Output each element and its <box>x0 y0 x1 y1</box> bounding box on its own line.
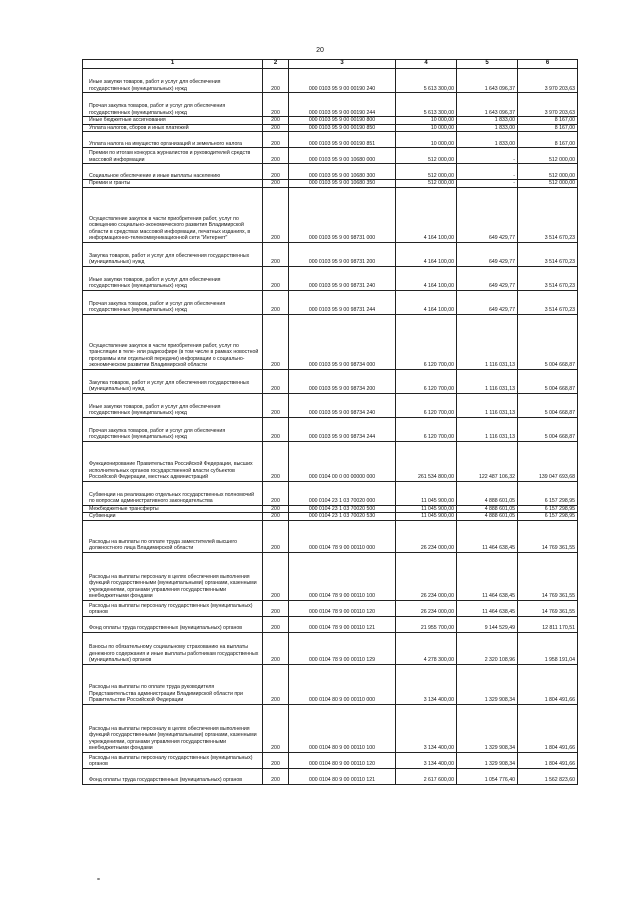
column-header: 3 <box>289 60 396 69</box>
row-code-cell: 200 <box>263 369 289 393</box>
unexecuted-amount-cell: 6 157 298,95 <box>518 481 578 505</box>
budget-classification-code-cell: 000 0103 95 9 00 98731 240 <box>289 266 396 290</box>
table-row <box>83 393 578 417</box>
approved-amount-cell: 10 000,00 <box>396 132 457 148</box>
row-code-cell: 200 <box>263 124 289 132</box>
approved-amount-cell: 6 120 700,00 <box>396 369 457 393</box>
budget-classification-code-cell: 000 0103 95 9 00 10680 300 <box>289 164 396 180</box>
unexecuted-amount-cell: 1 804 491,66 <box>518 704 578 752</box>
executed-amount-cell: 1 329 908,34 <box>457 752 518 768</box>
row-code-cell: 200 <box>263 180 289 188</box>
expense-name-text: Расходы на выплаты по оплате труда руководителя Представительства администрации Владимирской области при Правительстве Российской Федерации <box>89 684 243 703</box>
column-header: 4 <box>396 60 457 69</box>
expense-name-text: Осуществление закупок в части приобретения работ, услуг по трансляции в теле- или радиоэфире (в том числе в рамках новостной программы или отдельной передачи) информации о социально-экономическом развитии Владимирской области <box>89 342 259 368</box>
approved-amount-cell: 5 613 300,00 <box>396 93 457 117</box>
unexecuted-amount-cell: 8 167,00 <box>518 117 578 125</box>
unexecuted-amount-cell: 512 000,00 <box>518 164 578 180</box>
expense-name-cell <box>83 393 263 417</box>
expense-name-cell <box>83 187 263 242</box>
approved-amount-cell: 6 120 700,00 <box>396 314 457 369</box>
table-row <box>83 768 578 784</box>
scan-artifact <box>97 878 100 880</box>
budget-classification-code-cell: 000 0104 78 9 00 00110 129 <box>289 632 396 664</box>
table-row <box>83 69 578 93</box>
table-row <box>83 520 578 552</box>
expense-name-cell <box>83 752 263 768</box>
row-code-cell: 200 <box>263 117 289 125</box>
row-code-cell: 200 <box>263 441 289 481</box>
approved-amount-cell: 2 617 600,00 <box>396 768 457 784</box>
table-row <box>83 616 578 632</box>
expense-name-cell <box>83 132 263 148</box>
executed-amount-cell: - <box>457 148 518 164</box>
expense-name-cell <box>83 513 263 521</box>
expense-name-cell <box>83 164 263 180</box>
budget-classification-code-cell: 000 0103 95 9 00 00190 240 <box>289 69 396 93</box>
unexecuted-amount-cell: 1 804 491,66 <box>518 664 578 704</box>
unexecuted-amount-cell: 14 769 361,55 <box>518 520 578 552</box>
expense-name-text: Субвенции на реализацию отдельных государственных полномочий по вопросам административного законодательства <box>89 491 255 504</box>
executed-amount-cell: 1 116 031,13 <box>457 369 518 393</box>
expense-name-cell <box>83 600 263 616</box>
executed-amount-cell: 2 320 108,96 <box>457 632 518 664</box>
budget-classification-code-cell: 000 0103 95 9 00 98731 000 <box>289 187 396 242</box>
unexecuted-amount-cell: 3 970 203,63 <box>518 93 578 117</box>
approved-amount-cell: 4 164 100,00 <box>396 242 457 266</box>
expense-name-cell <box>83 441 263 481</box>
expense-name-text: Закупка товаров, работ и услуг для обеспечения государственных (муниципальных) нужд <box>89 252 250 265</box>
unexecuted-amount-cell: 512 000,00 <box>518 148 578 164</box>
expense-name-text: Премии и гранты <box>89 180 131 186</box>
executed-amount-cell: 1 833,00 <box>457 132 518 148</box>
expense-name-cell <box>83 552 263 600</box>
table-row <box>83 124 578 132</box>
unexecuted-amount-cell: 5 004 668,87 <box>518 369 578 393</box>
expense-name-text: Уплата налогов, сборов и иных платежей <box>89 124 189 131</box>
executed-amount-cell: 9 144 529,49 <box>457 616 518 632</box>
table-row <box>83 148 578 164</box>
table-row <box>83 242 578 266</box>
budget-classification-code-cell: 000 0104 23 1 03 70020 530 <box>289 513 396 521</box>
expense-name-text: Взносы по обязательному социальному страхованию на выплаты денежного содержания и иные выплаты работникам государственных (муниципальных) органов <box>89 644 259 663</box>
expense-name-text: Осуществление закупок в части приобретения работ, услуг по освещению социально-экономического развития Владимирской области в средствах массовой информации, печатных изданиях, в информационно-телекоммуникационной сети "Интернет" <box>89 215 251 241</box>
expense-name-cell <box>83 632 263 664</box>
expense-name-text: Иные закупки товаров, работ и услуг для обеспечения государственных (муниципальных) нужд <box>89 403 221 416</box>
row-code-cell: 200 <box>263 552 289 600</box>
unexecuted-amount-cell: 8 167,00 <box>518 132 578 148</box>
row-code-cell: 200 <box>263 148 289 164</box>
budget-classification-code-cell: 000 0103 95 9 00 98734 200 <box>289 369 396 393</box>
expense-name-text: Субвенции <box>89 513 116 519</box>
table-row <box>83 290 578 314</box>
approved-amount-cell: 512 000,00 <box>396 164 457 180</box>
executed-amount-cell: 649 429,77 <box>457 290 518 314</box>
expense-name-cell <box>83 266 263 290</box>
expense-name-cell <box>83 505 263 513</box>
approved-amount-cell: 6 120 700,00 <box>396 417 457 441</box>
expense-name-text: Фонд оплаты труда государственных (муниципальных) органов <box>89 625 242 631</box>
row-code-cell: 200 <box>263 704 289 752</box>
executed-amount-cell: 1 116 031,13 <box>457 393 518 417</box>
unexecuted-amount-cell: 139 047 693,68 <box>518 441 578 481</box>
expense-name-text: Прочая закупка товаров, работ и услуг для обеспечения государственных (муниципальных) нужд <box>89 427 226 440</box>
page-number: 20 <box>316 47 324 54</box>
approved-amount-cell: 10 000,00 <box>396 124 457 132</box>
table-body <box>83 69 578 785</box>
row-code-cell: 200 <box>263 93 289 117</box>
budget-classification-code-cell: 000 0103 95 9 00 98734 244 <box>289 417 396 441</box>
table-row <box>83 752 578 768</box>
budget-classification-code-cell: 000 0104 78 9 00 00110 100 <box>289 552 396 600</box>
executed-amount-cell: 11 464 638,45 <box>457 552 518 600</box>
expense-name-cell <box>83 93 263 117</box>
row-code-cell: 200 <box>263 505 289 513</box>
row-code-cell: 200 <box>263 314 289 369</box>
budget-classification-code-cell: 000 0104 00 0 00 00000 000 <box>289 441 396 481</box>
column-number-header-row <box>83 60 578 69</box>
unexecuted-amount-cell: 5 004 668,87 <box>518 393 578 417</box>
row-code-cell: 200 <box>263 242 289 266</box>
expense-name-text: Иные бюджетные ассигнования <box>89 117 166 123</box>
table-row <box>83 132 578 148</box>
approved-amount-cell: 261 534 800,00 <box>396 441 457 481</box>
executed-amount-cell: - <box>457 164 518 180</box>
approved-amount-cell: 4 164 100,00 <box>396 187 457 242</box>
row-code-cell: 200 <box>263 664 289 704</box>
row-code-cell: 200 <box>263 266 289 290</box>
budget-classification-code-cell: 000 0103 95 9 00 98731 244 <box>289 290 396 314</box>
approved-amount-cell: 10 000,00 <box>396 117 457 125</box>
approved-amount-cell: 4 164 100,00 <box>396 290 457 314</box>
expense-name-text: Расходы на выплаты персоналу государственных (муниципальных) органов <box>89 754 253 767</box>
expense-name-text: Фонд оплаты труда государственных (муниципальных) органов <box>89 777 242 783</box>
row-code-cell: 200 <box>263 768 289 784</box>
table-row <box>83 513 578 521</box>
executed-amount-cell: 1 329 908,34 <box>457 664 518 704</box>
expense-name-cell <box>83 180 263 188</box>
approved-amount-cell: 26 234 000,00 <box>396 600 457 616</box>
table-row <box>83 704 578 752</box>
executed-amount-cell: 649 429,77 <box>457 187 518 242</box>
approved-amount-cell: 5 613 300,00 <box>396 69 457 93</box>
row-code-cell: 200 <box>263 616 289 632</box>
expense-name-text: Закупка товаров, работ и услуг для обеспечения государственных (муниципальных) нужд <box>89 379 250 392</box>
executed-amount-cell: 649 429,77 <box>457 266 518 290</box>
approved-amount-cell: 21 955 700,00 <box>396 616 457 632</box>
executed-amount-cell: 11 464 638,45 <box>457 520 518 552</box>
budget-classification-code-cell: 000 0103 95 9 00 10680 000 <box>289 148 396 164</box>
budget-classification-code-cell: 000 0104 23 1 03 70020 500 <box>289 505 396 513</box>
unexecuted-amount-cell: 3 970 203,63 <box>518 69 578 93</box>
expense-name-cell <box>83 117 263 125</box>
approved-amount-cell: 3 134 400,00 <box>396 704 457 752</box>
budget-classification-code-cell: 000 0103 95 9 00 10680 350 <box>289 180 396 188</box>
row-code-cell: 200 <box>263 600 289 616</box>
expense-name-cell <box>83 148 263 164</box>
row-code-cell: 200 <box>263 513 289 521</box>
expense-name-text: Иные закупки товаров, работ и услуг для обеспечения государственных (муниципальных) нужд <box>89 276 221 289</box>
column-header: 5 <box>457 60 518 69</box>
expense-name-text: Расходы на выплаты персоналу в целях обеспечения выполнения функций государственными (муниципальными) органами, казенными учреждениями, органами управления государственными внебюджетными фондами <box>89 573 257 599</box>
row-code-cell: 200 <box>263 417 289 441</box>
unexecuted-amount-cell: 3 514 670,23 <box>518 290 578 314</box>
expense-name-text: Иные закупки товаров, работ и услуг для обеспечения государственных (муниципальных) нужд <box>89 79 221 92</box>
expense-name-text: Функционирование Правительства Российской Федерации, высших исполнительных органов государственной власти субъектов Российской Федерации, местных администраций <box>89 461 253 480</box>
executed-amount-cell: 4 888 601,05 <box>457 505 518 513</box>
column-header: 6 <box>518 60 578 69</box>
row-code-cell: 200 <box>263 520 289 552</box>
expense-name-cell <box>83 664 263 704</box>
unexecuted-amount-cell: 3 514 670,23 <box>518 266 578 290</box>
row-code-cell: 200 <box>263 393 289 417</box>
row-code-cell: 200 <box>263 164 289 180</box>
table-row <box>83 632 578 664</box>
budget-classification-code-cell: 000 0104 80 9 00 00110 000 <box>289 664 396 704</box>
executed-amount-cell: 1 833,00 <box>457 124 518 132</box>
expense-name-cell <box>83 290 263 314</box>
approved-amount-cell: 11 045 900,00 <box>396 481 457 505</box>
table-row <box>83 552 578 600</box>
approved-amount-cell: 11 045 900,00 <box>396 513 457 521</box>
expense-name-cell <box>83 314 263 369</box>
budget-classification-code-cell: 000 0103 95 9 00 98734 000 <box>289 314 396 369</box>
approved-amount-cell: 26 234 000,00 <box>396 520 457 552</box>
unexecuted-amount-cell: 3 514 670,23 <box>518 187 578 242</box>
table-row <box>83 600 578 616</box>
budget-classification-code-cell: 000 0103 95 9 00 00190 851 <box>289 132 396 148</box>
budget-execution-table <box>82 59 578 785</box>
expense-name-cell <box>83 768 263 784</box>
table-row <box>83 664 578 704</box>
unexecuted-amount-cell: 14 769 361,55 <box>518 552 578 600</box>
approved-amount-cell: 512 000,00 <box>396 148 457 164</box>
expense-name-text: Межбюджетные трансферты <box>89 505 159 512</box>
expense-name-cell <box>83 417 263 441</box>
table-row <box>83 164 578 180</box>
approved-amount-cell: 26 234 000,00 <box>396 552 457 600</box>
column-header: 2 <box>263 60 289 69</box>
budget-classification-code-cell: 000 0104 23 1 03 70020 000 <box>289 481 396 505</box>
executed-amount-cell: 1 833,00 <box>457 117 518 125</box>
expense-name-text: Премии по итогам конкурса журналистов и руководителей средств массовой информации <box>89 150 251 163</box>
executed-amount-cell: 1 116 031,13 <box>457 314 518 369</box>
table-row <box>83 266 578 290</box>
table-row <box>83 314 578 369</box>
expense-name-text: Расходы на выплаты персоналу государственных (муниципальных) органов <box>89 602 253 615</box>
executed-amount-cell: - <box>457 180 518 188</box>
row-code-cell: 200 <box>263 69 289 93</box>
expense-name-cell <box>83 124 263 132</box>
budget-classification-code-cell: 000 0103 95 9 00 00190 244 <box>289 93 396 117</box>
expense-name-cell <box>83 616 263 632</box>
expense-name-cell <box>83 520 263 552</box>
executed-amount-cell: 1 643 096,37 <box>457 93 518 117</box>
approved-amount-cell: 11 045 900,00 <box>396 505 457 513</box>
budget-classification-code-cell: 000 0103 95 9 00 00190 850 <box>289 124 396 132</box>
unexecuted-amount-cell: 12 811 170,51 <box>518 616 578 632</box>
unexecuted-amount-cell: 1 958 191,04 <box>518 632 578 664</box>
budget-classification-code-cell: 000 0104 80 9 00 00110 100 <box>289 704 396 752</box>
budget-classification-code-cell: 000 0103 95 9 00 98734 240 <box>289 393 396 417</box>
executed-amount-cell: 4 888 601,05 <box>457 481 518 505</box>
table-row <box>83 481 578 505</box>
approved-amount-cell: 3 134 400,00 <box>396 664 457 704</box>
executed-amount-cell: 4 888 601,05 <box>457 513 518 521</box>
unexecuted-amount-cell: 6 157 298,95 <box>518 505 578 513</box>
table-row <box>83 93 578 117</box>
executed-amount-cell: 649 429,77 <box>457 242 518 266</box>
table-row <box>83 180 578 188</box>
table-row <box>83 187 578 242</box>
budget-classification-code-cell: 000 0104 78 9 00 00110 121 <box>289 616 396 632</box>
expense-name-cell <box>83 481 263 505</box>
executed-amount-cell: 1 329 908,34 <box>457 704 518 752</box>
budget-classification-code-cell: 000 0104 80 9 00 00110 121 <box>289 768 396 784</box>
executed-amount-cell: 1 116 031,13 <box>457 417 518 441</box>
row-code-cell: 200 <box>263 187 289 242</box>
unexecuted-amount-cell: 5 004 668,87 <box>518 314 578 369</box>
table-row <box>83 117 578 125</box>
row-code-cell: 200 <box>263 481 289 505</box>
expense-name-text: Социальное обеспечение и иные выплаты населению <box>89 172 221 179</box>
executed-amount-cell: 1 643 096,37 <box>457 69 518 93</box>
expense-name-text: Прочая закупка товаров, работ и услуг для обеспечения государственных (муниципальных) нужд <box>89 103 226 116</box>
table-row <box>83 505 578 513</box>
budget-classification-code-cell: 000 0104 78 9 00 00110 000 <box>289 520 396 552</box>
table-row <box>83 369 578 393</box>
approved-amount-cell: 4 164 100,00 <box>396 266 457 290</box>
budget-classification-code-cell: 000 0103 95 9 00 00190 800 <box>289 117 396 125</box>
row-code-cell: 200 <box>263 632 289 664</box>
executed-amount-cell: 1 054 776,40 <box>457 768 518 784</box>
expense-name-text: Прочая закупка товаров, работ и услуг для обеспечения государственных (муниципальных) нужд <box>89 300 226 313</box>
unexecuted-amount-cell: 5 004 668,87 <box>518 417 578 441</box>
table-row <box>83 417 578 441</box>
unexecuted-amount-cell: 1 804 491,66 <box>518 752 578 768</box>
table-row <box>83 441 578 481</box>
approved-amount-cell: 6 120 700,00 <box>396 393 457 417</box>
unexecuted-amount-cell: 6 157 298,95 <box>518 513 578 521</box>
unexecuted-amount-cell: 14 769 361,55 <box>518 600 578 616</box>
row-code-cell: 200 <box>263 290 289 314</box>
budget-classification-code-cell: 000 0104 80 9 00 00110 120 <box>289 752 396 768</box>
unexecuted-amount-cell: 512 000,00 <box>518 180 578 188</box>
expense-name-cell <box>83 369 263 393</box>
unexecuted-amount-cell: 8 167,00 <box>518 124 578 132</box>
approved-amount-cell: 512 000,00 <box>396 180 457 188</box>
expense-name-cell <box>83 704 263 752</box>
column-header: 1 <box>83 60 263 69</box>
budget-classification-code-cell: 000 0104 78 9 00 00110 120 <box>289 600 396 616</box>
executed-amount-cell: 122 487 106,32 <box>457 441 518 481</box>
unexecuted-amount-cell: 3 514 670,23 <box>518 242 578 266</box>
unexecuted-amount-cell: 1 562 823,60 <box>518 768 578 784</box>
row-code-cell: 200 <box>263 132 289 148</box>
approved-amount-cell: 3 134 400,00 <box>396 752 457 768</box>
expense-name-text: Расходы на выплаты персоналу в целях обеспечения выполнения функций государственными (муниципальными) органами, казенными учреждениями, органами управления государственными внебюджетными фондами <box>89 725 257 751</box>
approved-amount-cell: 4 278 300,00 <box>396 632 457 664</box>
executed-amount-cell: 11 464 638,45 <box>457 600 518 616</box>
expense-name-text: Уплата налога на имущество организаций и земельного налога <box>89 140 242 147</box>
budget-classification-code-cell: 000 0103 95 9 00 98731 200 <box>289 242 396 266</box>
expense-name-text: Расходы на выплаты по оплате труда заместителей высшего должностного лица Владимирской области <box>89 538 237 551</box>
expense-name-cell <box>83 69 263 93</box>
row-code-cell: 200 <box>263 752 289 768</box>
expense-name-cell <box>83 242 263 266</box>
